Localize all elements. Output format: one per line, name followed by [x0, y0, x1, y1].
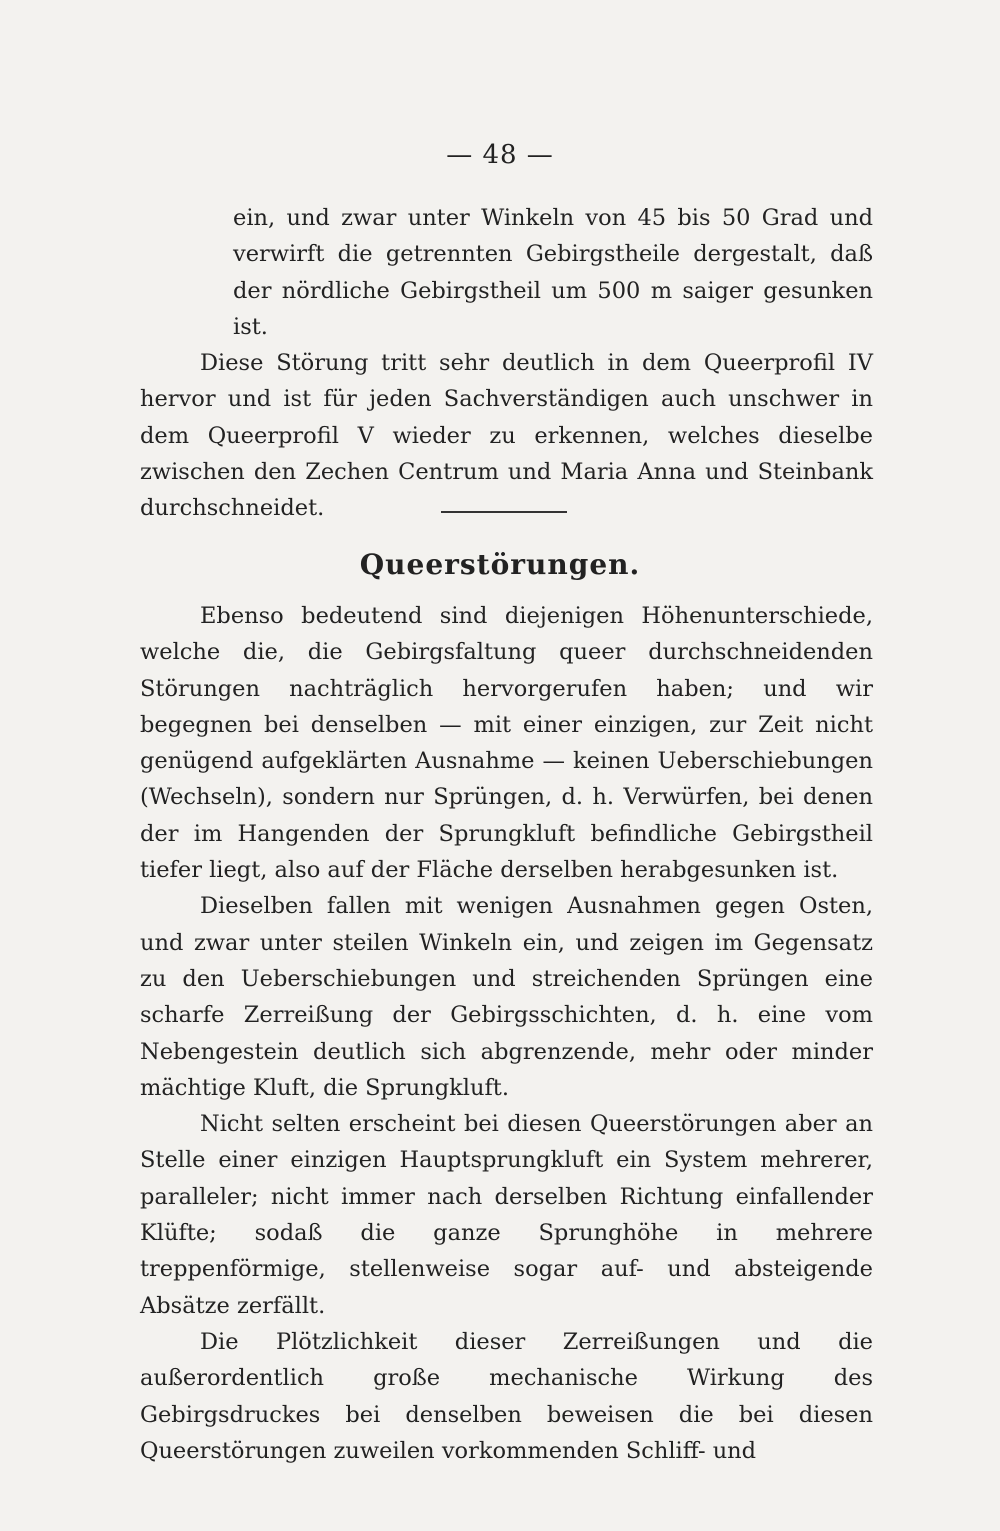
- top-text-block: [140, 200, 873, 527]
- paragraph-continuation: ein, und zwar unter Winkeln von 45 bis 50 Grad und verwirft die getrennten Gebirgstheile dergestalt, daß der nördliche Gebirgstheil um 500 m saiger gesunken ist.: [233, 205, 873, 340]
- paragraph-dieselben: Dieselben fallen mit wenigen Ausnahmen gegen Osten, und zwar unter steilen Winkeln ein, und zeigen im Gegensatz zu den Ueberschiebungen und streichenden Sprüngen eine scharfe Zerreißung der Gebirgsschichten, d. h. eine vom Nebengestein deutlich sich abgrenzende, mehr oder minder mächtige Kluft, die Sprungkluft.: [140, 893, 873, 1101]
- paragraph-nicht-selten: Nicht selten erscheint bei diesen Queerstörungen aber an Stelle einer einzigen Hauptsprungkluft ein System mehrerer, paralleler; nicht immer nach derselben Richtung einfallender Klüfte; sodaß die ganze Sprunghöhe in mehrere treppenförmige, stellenweise sogar auf- und absteigende Absätze zerfällt.: [140, 1111, 873, 1319]
- paragraph-ebenso: Ebenso bedeutend sind diejenigen Höhenunterschiede, welche die, die Gebirgsfaltung queer durchschneidenden Störungen nachträglich hervorgerufen haben; und wir begegnen bei denselben — mit einer einzigen, zur Zeit nicht genügend aufgeklärten Ausnahme — keinen Ueberschiebungen (Wechseln), sondern nur Sprüngen, d. h. Verwürfen, bei denen der im Hangenden der Sprungkluft befindliche Gebirgstheil tiefer liegt, also auf der Fläche derselben herabgesunken ist.: [140, 603, 873, 884]
- paragraph-ploetzlichkeit: Die Plötzlichkeit dieser Zerreißungen und die außerordentlich große mechanische Wirkung des Gebirgsdruckes bei denselben beweisen die bei diesen Queerstörungen zuweilen vorkommenden Schliff- und: [140, 1328, 873, 1464]
- section-divider: [441, 511, 567, 513]
- section-text-block: [140, 598, 873, 1469]
- page-number: — 48 —: [446, 140, 554, 170]
- section-heading: Queerstörungen.: [359, 548, 641, 581]
- paragraph-stoerung: Diese Störung tritt sehr deutlich in dem Queerprofil IV hervor und ist für jeden Sachverständigen auch unschwer in dem Queerprofil V wieder zu erkennen, welches dieselbe zwischen den Zechen Centrum und Maria Anna und Steinbank durchschneidet.: [140, 350, 873, 522]
